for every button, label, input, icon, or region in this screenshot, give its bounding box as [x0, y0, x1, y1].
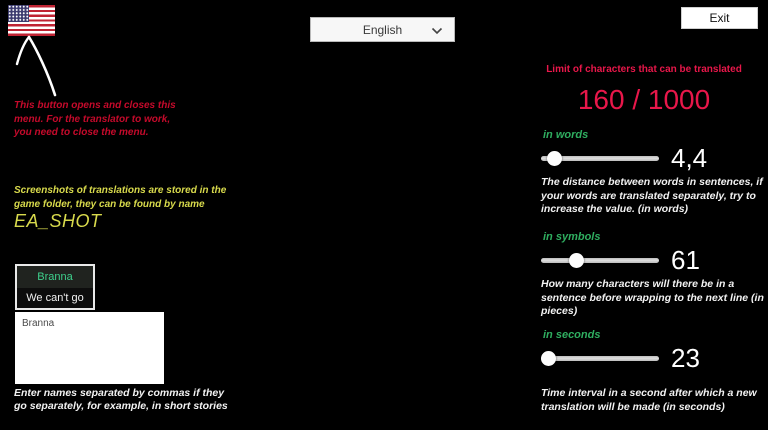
screenshot-name-text: EA_SHOT	[14, 211, 102, 231]
char-limit-value: 160 / 1000	[577, 84, 711, 115]
symbols-slider-description: How many characters will there be in a sentence before wrapping to the next line (in pieces)	[541, 278, 764, 317]
subtitle-preview-box	[15, 264, 95, 310]
language-select[interactable]	[310, 17, 455, 42]
slider-label-words: in words	[543, 129, 589, 141]
seconds-slider-handle[interactable]	[541, 351, 556, 366]
names-input[interactable]	[15, 312, 164, 384]
words-slider[interactable]	[541, 149, 659, 167]
symbols-slider[interactable]	[541, 251, 659, 269]
char-limit-caption: Limit of characters that can be translated	[546, 64, 742, 75]
exit-button[interactable]: Exit	[681, 7, 758, 29]
slider-label-symbols: in symbols	[543, 231, 601, 243]
slider-group-words	[541, 129, 768, 217]
seconds-slider-description: Time interval in a second after which a new translation will be made (in seconds)	[541, 387, 757, 413]
language-select-value: English	[362, 22, 403, 37]
menu-note-text: This button opens and closes this menu. For the translator to work, you need to close the menu.	[14, 100, 176, 138]
slider-label-seconds: in seconds	[543, 329, 601, 341]
seconds-slider-value: 23	[671, 343, 700, 373]
symbols-slider-handle[interactable]	[569, 253, 584, 268]
words-slider-value: 4,4	[671, 143, 708, 173]
subtitle-speaker-name: Branna	[17, 266, 93, 288]
words-slider-description: The distance between words in sentences, if your words are translated separately, try to increase the value. (in words)	[541, 176, 763, 215]
slider-group-symbols	[541, 231, 768, 319]
symbols-slider-track[interactable]	[541, 258, 659, 263]
words-slider-handle[interactable]	[547, 151, 562, 166]
names-hint-text: Enter names separated by commas if they go separately, for example, in short stories	[14, 387, 228, 412]
us-flag-icon	[8, 5, 29, 22]
slider-group-seconds	[541, 329, 768, 414]
curved-arrow-to-flag-icon	[8, 33, 63, 99]
menu-toggle-flag-button[interactable]	[8, 5, 55, 36]
screenshots-note-text: Screenshots of translations are stored in the game folder, they can be found by name	[14, 185, 227, 210]
seconds-slider-track[interactable]	[541, 356, 659, 361]
seconds-slider[interactable]	[541, 349, 659, 367]
chevron-down-icon	[431, 27, 443, 35]
symbols-slider-value: 61	[671, 245, 700, 275]
subtitle-text-line: We can't go	[17, 288, 93, 308]
